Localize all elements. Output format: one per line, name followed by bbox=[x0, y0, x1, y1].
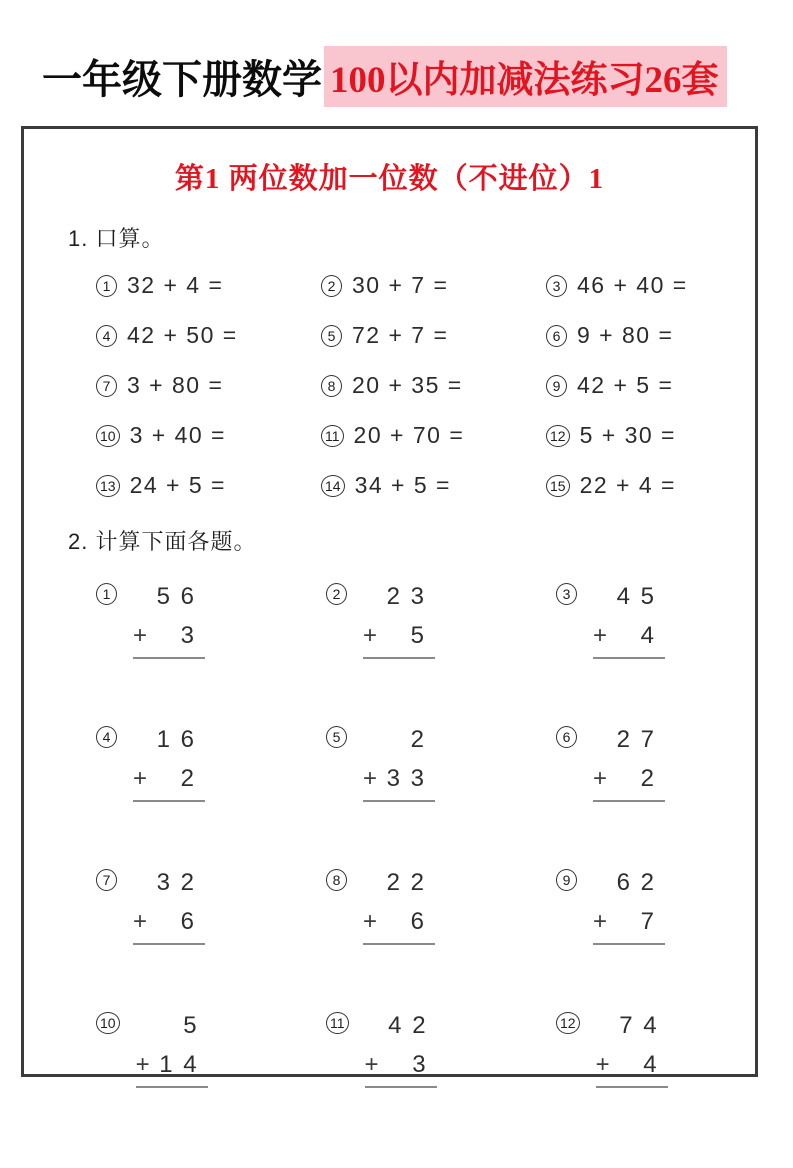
problem-number-badge: 5 bbox=[321, 325, 342, 347]
bottom-operand: 2 bbox=[180, 765, 196, 792]
problem-number-badge: 1 bbox=[96, 275, 117, 297]
top-operand: 4 5 bbox=[616, 583, 656, 610]
oral-problem bbox=[96, 322, 321, 349]
plus-sign: + bbox=[364, 1051, 379, 1078]
problem-number-badge: 11 bbox=[326, 1012, 349, 1034]
top-operand: 2 bbox=[410, 726, 426, 753]
problem-number-badge: 6 bbox=[546, 325, 567, 347]
bottom-row bbox=[593, 622, 665, 650]
problem-number-badge: 4 bbox=[96, 726, 117, 748]
vertical-problem bbox=[326, 583, 556, 659]
oral-problem bbox=[546, 322, 755, 349]
oral-problem bbox=[96, 272, 321, 299]
vertical-problem bbox=[556, 869, 755, 945]
vertical-calculation bbox=[363, 583, 435, 659]
problem-number-badge: 4 bbox=[96, 325, 117, 347]
problem-expression: 5 + 30 = bbox=[579, 422, 676, 448]
bottom-row bbox=[363, 622, 435, 650]
vertical-problem bbox=[96, 869, 326, 945]
vertical-calculation bbox=[593, 869, 665, 945]
problem-number-badge: 9 bbox=[546, 375, 567, 397]
problem-number-badge: 2 bbox=[326, 583, 347, 605]
problem-number-badge: 10 bbox=[96, 1012, 120, 1034]
top-operand: 2 3 bbox=[386, 583, 426, 610]
vertical-calculation bbox=[593, 726, 665, 802]
grade-title: 一年级下册数学 bbox=[42, 57, 322, 103]
problem-number-badge: 12 bbox=[556, 1012, 580, 1034]
answer-line bbox=[365, 1086, 437, 1088]
oral-problems-grid bbox=[96, 272, 755, 499]
problem-number-badge: 3 bbox=[546, 275, 567, 297]
answer-line bbox=[596, 1086, 668, 1088]
vertical-calculation bbox=[365, 1012, 437, 1088]
vertical-problem bbox=[556, 726, 755, 802]
problem-number-badge: 8 bbox=[326, 869, 347, 891]
oral-problem bbox=[321, 422, 546, 449]
problem-expression: 3 + 80 = bbox=[127, 372, 224, 398]
vertical-calculation bbox=[136, 1012, 208, 1088]
problem-number-badge: 11 bbox=[321, 425, 344, 447]
plus-sign: + bbox=[363, 908, 378, 935]
section-1-label: 1. 口算。 bbox=[68, 226, 165, 251]
answer-line bbox=[593, 943, 665, 945]
highlight-title: 100以内加减法练习26套 bbox=[324, 46, 727, 107]
bottom-operand: 3 bbox=[412, 1051, 428, 1078]
plus-sign: + bbox=[363, 765, 378, 792]
bottom-operand: 3 3 bbox=[386, 765, 426, 792]
bottom-row bbox=[133, 622, 205, 650]
plus-sign: + bbox=[133, 622, 148, 649]
problem-expression: 9 + 80 = bbox=[577, 322, 674, 348]
vertical-problem bbox=[96, 1012, 326, 1088]
vertical-problem bbox=[326, 726, 556, 802]
vertical-problem bbox=[326, 869, 556, 945]
problem-number-badge: 15 bbox=[546, 475, 570, 497]
bottom-row bbox=[593, 765, 665, 793]
oral-problem bbox=[546, 422, 755, 449]
top-operand: 5 bbox=[183, 1012, 199, 1039]
problem-number-badge: 6 bbox=[556, 726, 577, 748]
answer-line bbox=[363, 943, 435, 945]
top-operand: 2 2 bbox=[386, 869, 426, 896]
problem-number-badge: 2 bbox=[321, 275, 342, 297]
worksheet-frame bbox=[21, 126, 758, 1077]
top-operand: 5 6 bbox=[156, 583, 196, 610]
bottom-row bbox=[363, 765, 435, 793]
vertical-problem bbox=[326, 1012, 556, 1088]
problem-expression: 20 + 35 = bbox=[352, 372, 463, 398]
plus-sign: + bbox=[363, 622, 378, 649]
problem-number-badge: 7 bbox=[96, 375, 117, 397]
answer-line bbox=[363, 657, 435, 659]
plus-sign: + bbox=[133, 765, 148, 792]
answer-line bbox=[133, 800, 205, 802]
vertical-calculation bbox=[133, 869, 205, 945]
bottom-row bbox=[596, 1051, 668, 1079]
problem-expression: 24 + 5 = bbox=[129, 472, 226, 498]
top-operand: 3 2 bbox=[156, 869, 196, 896]
bottom-row bbox=[363, 908, 435, 936]
problem-number-badge: 5 bbox=[326, 726, 347, 748]
answer-line bbox=[593, 657, 665, 659]
problem-expression: 30 + 7 = bbox=[352, 272, 449, 298]
problem-number-badge: 14 bbox=[321, 475, 345, 497]
problem-expression: 34 + 5 = bbox=[354, 472, 451, 498]
vertical-calculation bbox=[363, 726, 435, 802]
answer-line bbox=[363, 800, 435, 802]
bottom-operand: 6 bbox=[180, 908, 196, 935]
oral-problem bbox=[96, 422, 321, 449]
oral-problem bbox=[321, 272, 546, 299]
bottom-operand: 4 bbox=[640, 622, 656, 649]
problem-number-badge: 10 bbox=[96, 425, 120, 447]
oral-problem bbox=[96, 372, 321, 399]
plus-sign: + bbox=[135, 1051, 150, 1078]
problem-expression: 42 + 50 = bbox=[127, 322, 238, 348]
bottom-row bbox=[593, 908, 665, 936]
bottom-row bbox=[365, 1051, 437, 1079]
bottom-row bbox=[133, 908, 205, 936]
answer-line bbox=[136, 1086, 208, 1088]
vertical-problem bbox=[556, 583, 755, 659]
vertical-problem bbox=[96, 583, 326, 659]
problem-expression: 3 + 40 = bbox=[129, 422, 226, 448]
plus-sign: + bbox=[133, 908, 148, 935]
page-header bbox=[42, 46, 793, 107]
bottom-operand: 3 bbox=[180, 622, 196, 649]
bottom-row bbox=[133, 765, 205, 793]
bottom-operand: 5 bbox=[410, 622, 426, 649]
problem-expression: 72 + 7 = bbox=[352, 322, 449, 348]
top-operand: 1 6 bbox=[156, 726, 196, 753]
bottom-operand: 1 4 bbox=[159, 1051, 199, 1078]
problem-expression: 22 + 4 = bbox=[579, 472, 676, 498]
bottom-operand: 4 bbox=[643, 1051, 659, 1078]
oral-problem bbox=[321, 322, 546, 349]
problem-number-badge: 8 bbox=[321, 375, 342, 397]
top-operand: 6 2 bbox=[616, 869, 656, 896]
oral-problem bbox=[546, 372, 755, 399]
problem-number-badge: 7 bbox=[96, 869, 117, 891]
oral-problem bbox=[96, 472, 321, 499]
vertical-problems-grid bbox=[96, 583, 755, 1088]
problem-number-badge: 1 bbox=[96, 583, 117, 605]
answer-line bbox=[593, 800, 665, 802]
problem-number-badge: 12 bbox=[546, 425, 570, 447]
oral-problem bbox=[321, 472, 546, 499]
vertical-calculation bbox=[363, 869, 435, 945]
vertical-problem bbox=[96, 726, 326, 802]
bottom-operand: 2 bbox=[640, 765, 656, 792]
oral-problem bbox=[321, 372, 546, 399]
vertical-calculation bbox=[133, 726, 205, 802]
vertical-problem bbox=[556, 1012, 755, 1088]
vertical-calculation bbox=[596, 1012, 668, 1088]
problem-expression: 42 + 5 = bbox=[577, 372, 674, 398]
section-2-label: 2. 计算下面各题。 bbox=[68, 529, 257, 554]
vertical-calculation bbox=[593, 583, 665, 659]
oral-problem bbox=[546, 472, 755, 499]
plus-sign: + bbox=[595, 1051, 610, 1078]
oral-problem bbox=[546, 272, 755, 299]
bottom-operand: 6 bbox=[410, 908, 426, 935]
worksheet-title: 第1 两位数加一位数（不进位）1 bbox=[174, 163, 605, 195]
plus-sign: + bbox=[593, 765, 608, 792]
vertical-calculation bbox=[133, 583, 205, 659]
top-operand: 2 7 bbox=[616, 726, 656, 753]
bottom-operand: 7 bbox=[640, 908, 656, 935]
top-operand: 7 4 bbox=[619, 1012, 659, 1039]
answer-line bbox=[133, 657, 205, 659]
problem-expression: 32 + 4 = bbox=[127, 272, 224, 298]
problem-number-badge: 9 bbox=[556, 869, 577, 891]
plus-sign: + bbox=[593, 908, 608, 935]
problem-number-badge: 13 bbox=[96, 475, 120, 497]
bottom-row bbox=[136, 1051, 208, 1079]
problem-number-badge: 3 bbox=[556, 583, 577, 605]
problem-expression: 46 + 40 = bbox=[577, 272, 688, 298]
answer-line bbox=[133, 943, 205, 945]
top-operand: 4 2 bbox=[388, 1012, 428, 1039]
plus-sign: + bbox=[593, 622, 608, 649]
problem-expression: 20 + 70 = bbox=[353, 422, 465, 448]
